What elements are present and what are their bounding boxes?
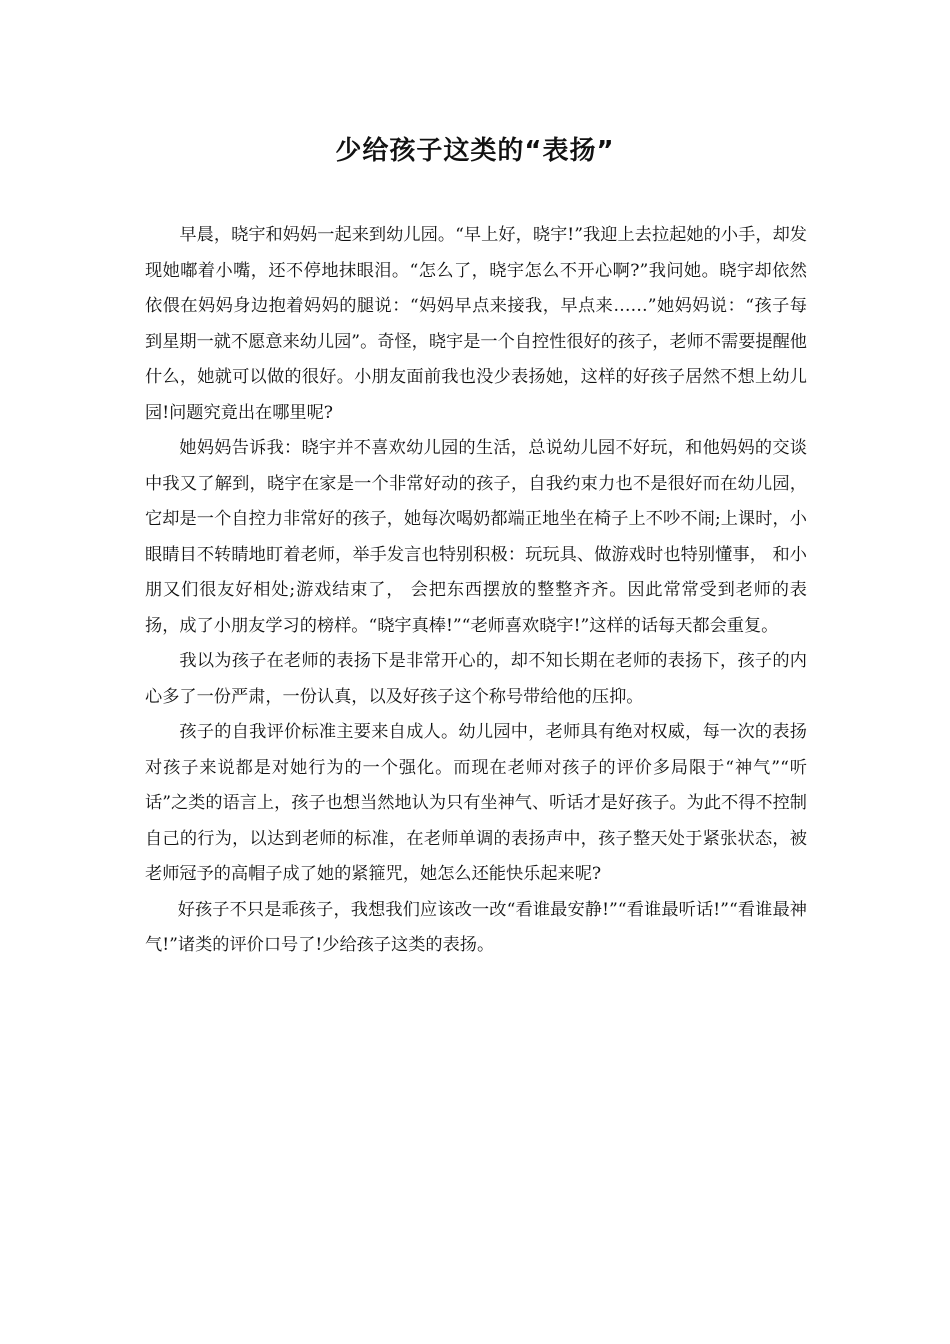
document-title: 少给孩子这类的“表扬” <box>335 136 615 166</box>
document-body <box>145 218 807 964</box>
paragraph: 我以为孩子在老师的表扬下是非常开心的，却不知长期在老师的表扬下，孩子的内心多了一份严肃，一份认真，以及好孩子这个称号带给他的压抑。 <box>145 651 807 707</box>
paragraph: 好孩子不只是乖孩子，我想我们应该改一改“看谁最安静!”“看谁最听话!”“看谁最神气!”诸类的评价口号了!少给孩子这类的表扬。 <box>145 899 807 955</box>
paragraph: 她妈妈告诉我：晓宇并不喜欢幼儿园的生活，总说幼儿园不好玩，和他妈妈的交谈中我又了解到，晓宇在家是一个非常好动的孩子，自我约束力也不是很好而在幼儿园，它却是一个自控力非常好的孩子，她每次喝奶都端正地坐在椅子上不吵不闹;上课时，小眼睛目不转睛地盯着老师，举手发言也特别积极：玩玩具、做游戏时也特别懂事， 和小朋又们很友好相处;游戏结束了， 会把东西摆放的整整齐齐。因此常常受到老师的表扬，成了小朋友学习的榜样。“晓宇真棒!”“老师喜欢晓宇!”这样的话每天都会重复。 <box>145 438 807 636</box>
paragraph: 孩子的自我评价标准主要来自成人。幼儿园中，老师具有绝对权威，每一次的表扬对孩子来说都是对她行为的一个强化。而现在老师对孩子的评价多局限于“神气”“听话”之类的语言上，孩子也想当然地认为只有坐神气、听话才是好孩子。为此不得不控制自己的行为，以达到老师的标准，在老师单调的表扬声中，孩子整天处于紧张状态，被老师冠予的高帽子成了她的紧箍咒，她怎么还能快乐起来呢? <box>145 722 807 884</box>
paragraph: 早晨，晓宇和妈妈一起来到幼儿园。“早上好，晓宇!”我迎上去拉起她的小手，却发现她嘟着小嘴，还不停地抹眼泪。“怎么了，晓宇怎么不开心啊?”我问她。晓宇却依然依偎在妈妈身边抱着妈妈的腿说：“妈妈早点来接我，早点来……”她妈妈说：“孩子每到星期一就不愿意来幼儿园”。奇怪，晓宇是一个自控性很好的孩子，老师不需要提醒他什么，她就可以做的很好。小朋友面前我也没少表扬她，这样的好孩子居然不想上幼儿园!问题究竟出在哪里呢? <box>145 225 807 423</box>
